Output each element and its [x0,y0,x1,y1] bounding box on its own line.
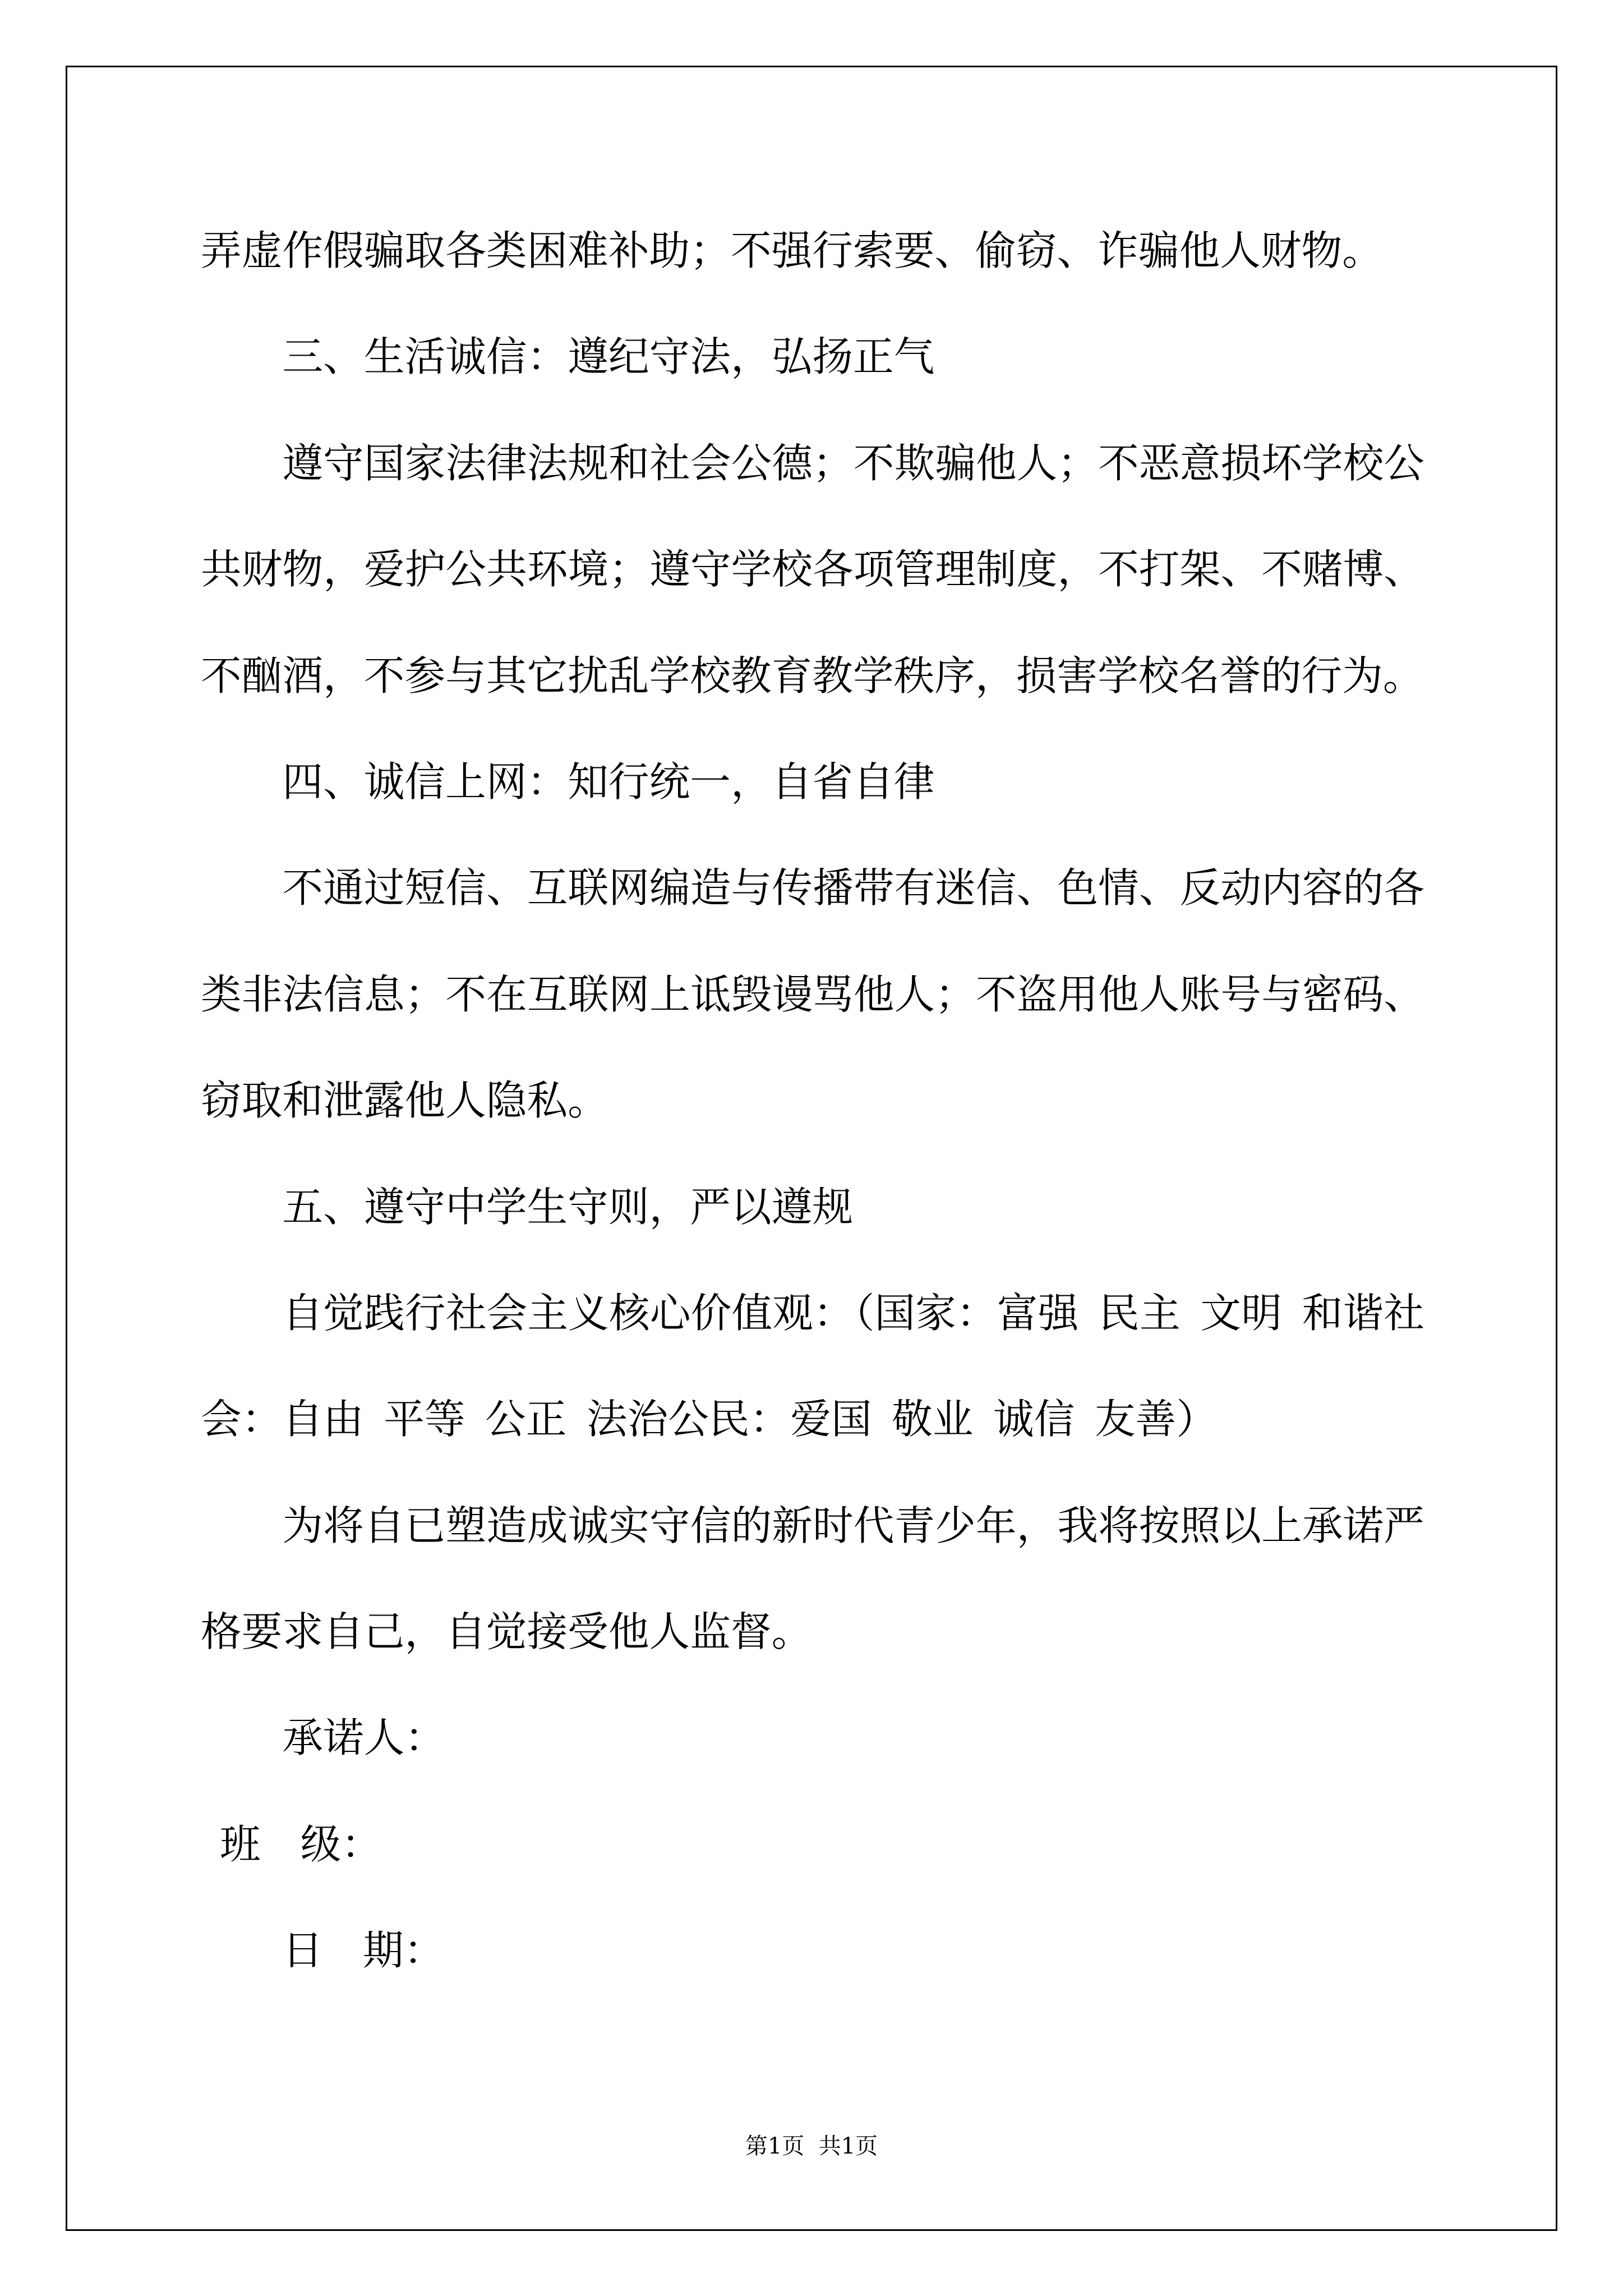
closing-line: 为将自已塑造成诚实守信的新时代青少年，我将按照以上承诺严 [282,1502,1424,1550]
section-heading: 三、生活诚信：遵纪守法，弘扬正气 [282,334,935,381]
section-heading: 五、遵守中学生守则，严以遵规 [282,1184,854,1231]
document-body [201,199,1424,2005]
page-footer: 第1页 共1页 [745,2133,878,2159]
body-line: 自觉践行社会主义核心价值观：（国家：富强 民主 文明 和谐社 [282,1290,1424,1337]
closing-line: 格要求自己，自觉接受他人监督。 [201,1609,813,1657]
class-label: 班 级： [220,1821,382,1869]
body-line: 共财物，爱护公共环境；遵守学校各项管理制度，不打架、不赌博、 [201,546,1424,594]
promisor-label: 承诺人： [282,1715,446,1763]
body-line: 类非法信息；不在互联网上诋毁谩骂他人；不盗用他人账号与密码、 [201,971,1424,1019]
continuation-line: 弄虚作假骗取各类困难补助；不强行索要、偷窃、诈骗他人财物。 [201,228,1383,275]
date-label: 日 期： [282,1927,445,1975]
body-line: 会：自由 平等 公正 法治公民：爱国 敬业 诚信 友善） [201,1396,1217,1444]
section-heading: 四、诚信上网：知行统一，自省自律 [282,758,935,806]
body-line: 不酗酒，不参与其它扰乱学校教育教学秩序，损害学校名誉的行为。 [201,652,1424,700]
body-line: 窃取和泄露他人隐私。 [201,1078,608,1125]
body-line: 遵守国家法律法规和社会公德；不欺骗他人；不恶意损坏学校公 [282,440,1424,487]
body-line: 不通过短信、互联网编造与传播带有迷信、色情、反动内容的各 [282,865,1424,913]
